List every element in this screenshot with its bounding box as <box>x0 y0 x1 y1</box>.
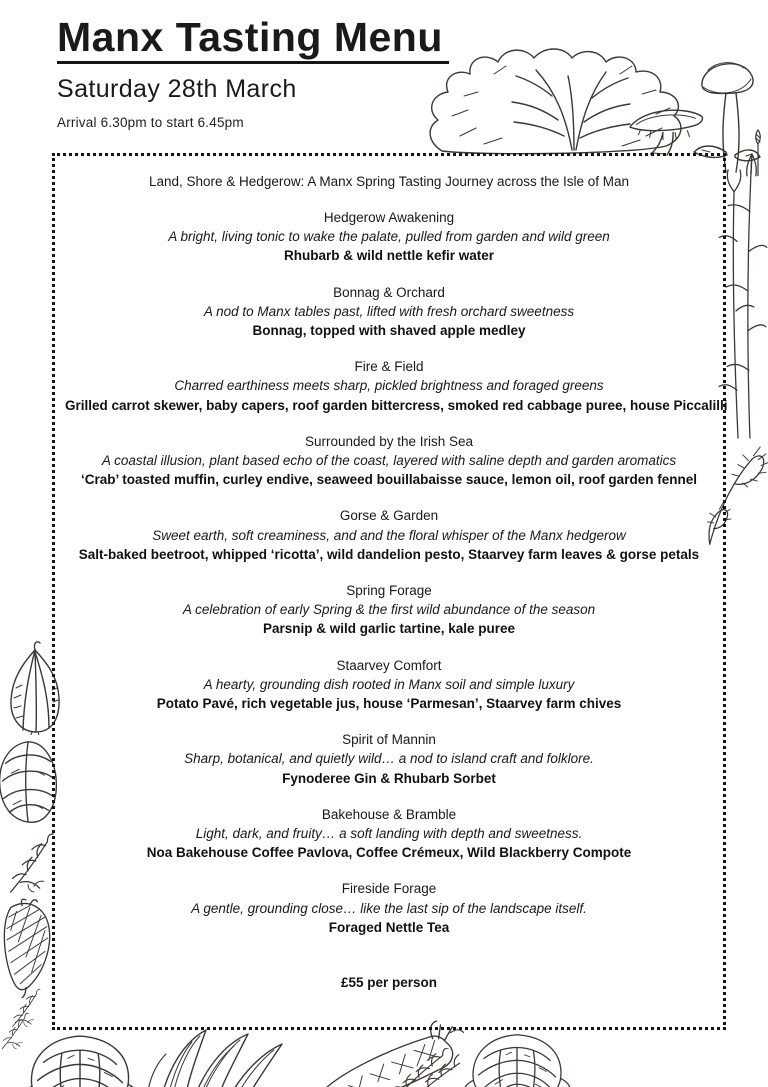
course-name: Spirit of Mannin <box>342 732 436 748</box>
course-dish: ‘Crab’ toasted muffin, curley endive, seaweed bouillabaisse sauce, lemon oil, roof garden fennel <box>81 472 697 488</box>
course-dish: Parsnip & wild garlic tartine, kale puree <box>262 621 516 637</box>
course-description: Charred earthiness meets sharp, pickled brightness and foraged greens <box>174 378 604 394</box>
course-description: Sweet earth, soft creaminess, and and the floral whisper of the Manx hedgerow <box>152 527 626 543</box>
course-name: Bonnag & Orchard <box>333 284 445 300</box>
menu-course <box>65 730 713 788</box>
menu-course <box>65 357 728 415</box>
price-per-person: £55 per person <box>340 975 438 991</box>
arrival-time: Arrival 6.30pm to start 6.45pm <box>57 115 244 131</box>
course-description: Sharp, botanical, and quietly wild… a nod to island craft and folklore. <box>184 751 594 767</box>
course-description: A coastal illusion, plant based echo of the coast, layered with saline depth and garden aromatics <box>101 453 677 469</box>
menu-intro: Land, Shore & Hedgerow: A Manx Spring Tasting Journey across the Isle of Man <box>148 174 630 189</box>
course-name: Fire & Field <box>354 359 424 375</box>
artichoke-illustration <box>16 1032 144 1087</box>
course-description: A gentle, grounding close… like the last sip of the landscape itself. <box>191 900 587 916</box>
course-name: Gorse & Garden <box>339 508 439 524</box>
leek-illustration <box>140 1028 295 1087</box>
menu-course <box>65 283 713 341</box>
course-name: Surrounded by the Irish Sea <box>304 433 474 449</box>
menu-course <box>65 506 713 564</box>
course-name: Staarvey Comfort <box>336 657 442 673</box>
menu-box <box>52 153 726 1030</box>
herb-sprig-icon <box>4 832 56 894</box>
course-description: A bright, living tonic to wake the palate, pulled from garden and wild green <box>168 229 610 245</box>
course-name: Spring Forage <box>346 583 432 599</box>
artichoke-illustration <box>462 1030 572 1087</box>
course-dish: Grilled carrot skewer, baby capers, roof garden bittercress, smoked red cabbage puree, house Piccalilli <box>65 397 728 413</box>
event-date: Saturday 28th March <box>57 75 297 104</box>
course-dish: Potato Pavé, rich vegetable jus, house ‘Parmesan’, Staarvey farm chives <box>156 696 622 712</box>
course-dish: Bonnag, topped with shaved apple medley <box>252 323 526 339</box>
menu-course <box>65 805 713 863</box>
menu-course <box>65 581 713 639</box>
course-dish: Foraged Nettle Tea <box>328 919 450 935</box>
course-dish: Salt-baked beetroot, whipped ‘ricotta’, wild dandelion pesto, Staarvey farm leaves & gorse petals <box>78 546 700 562</box>
course-list <box>65 208 728 937</box>
course-description: A celebration of early Spring & the first wild abundance of the season <box>182 602 596 618</box>
menu-course <box>65 432 713 490</box>
course-dish: Fynoderee Gin & Rhubarb Sorbet <box>282 770 496 786</box>
course-dish: Rhubarb & wild nettle kefir water <box>283 248 495 264</box>
course-name: Bakehouse & Bramble <box>321 806 457 822</box>
course-description: A nod to Manx tables past, lifted with fresh orchard sweetness <box>203 303 575 319</box>
header <box>57 16 449 130</box>
course-name: Hedgerow Awakening <box>323 210 455 225</box>
cabbage-illustration <box>0 736 60 826</box>
thyme-sprigs-icon <box>386 1048 470 1087</box>
root-vegetable-illustration <box>0 898 56 998</box>
menu-course <box>65 656 713 714</box>
course-description: Light, dark, and fruity… a soft landing with depth and sweetness. <box>195 826 583 842</box>
page-title: Manx Tasting Menu <box>57 16 449 64</box>
course-description: A hearty, grounding dish rooted in Manx soil and simple luxury <box>203 676 575 692</box>
course-dish: Noa Bakehouse Coffee Pavlova, Coffee Crémeux, Wild Blackberry Compote <box>146 845 632 861</box>
course-name: Fireside Forage <box>341 881 437 897</box>
menu-course <box>65 208 713 266</box>
menu-course <box>65 879 713 937</box>
